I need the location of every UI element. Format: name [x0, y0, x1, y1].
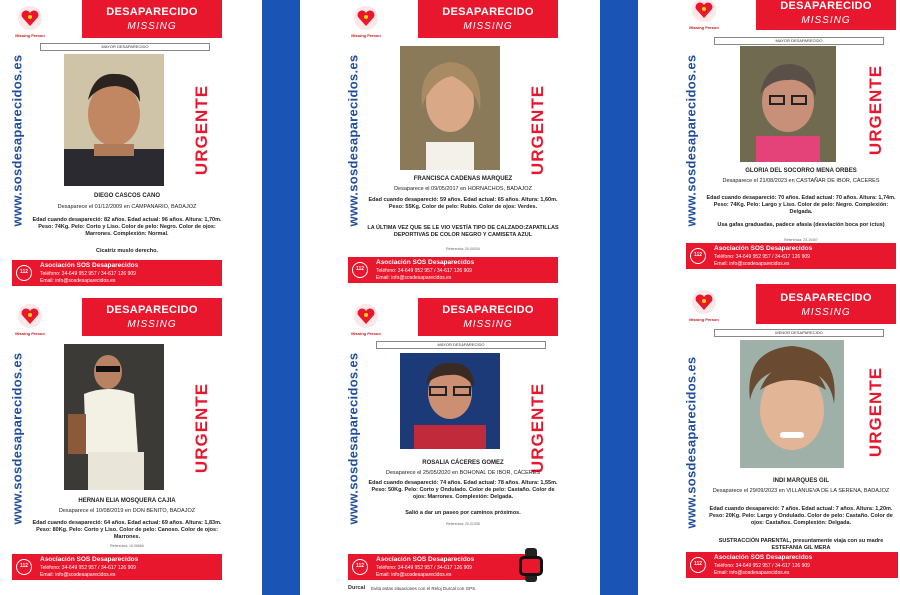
disappearance-info: Desaparece el 10/08/2019 en DON BENITO, BADAJOZ	[58, 508, 196, 514]
footer-phones: Teléfono: 34-649 952 957 / 34-617 126 909	[714, 254, 810, 260]
logo-caption: Missing Person	[351, 33, 381, 38]
poster-gloria	[678, 0, 900, 285]
person-details: Edad cuando desapareció: 59 años. Edad actual: 65 años. Altura: 1,60m. Peso: 55Kg. Color de pelo: Rubio. Color de ojos: Verdes.	[368, 197, 558, 210]
side-url[interactable]: www.sosdesaparecidos.es	[9, 54, 25, 226]
person-name: FRANCISCA CADENAS MARQUEZ	[413, 176, 513, 182]
disappearance-info: Desaparece el 09/05/2017 en HORNACHOS, BADAJOZ	[394, 186, 532, 192]
phone-112-icon: 112	[16, 265, 32, 281]
person-name: HERNAN ELIA MOSQUERA CAJIA	[78, 498, 176, 504]
side-url[interactable]: www.sosdesaparecidos.es	[9, 352, 25, 524]
logo-caption: Missing Person	[351, 331, 381, 336]
missing-banner	[756, 0, 896, 30]
missing-banner	[82, 298, 222, 336]
banner-title: DESAPARECIDO	[106, 304, 198, 316]
banner-title: DESAPARECIDO	[780, 0, 872, 12]
contact-footer	[686, 552, 898, 578]
person-note: Usa gafas graduadas, padece afasia (desviación boca por ictus)	[717, 222, 885, 228]
person-photo	[64, 54, 164, 186]
mayor-label: MAYOR DESAPARECIDO	[40, 43, 210, 51]
footer-phones: Teléfono: 34-649 952 957 / 34-617 126 909	[40, 565, 136, 571]
logo-caption: Missing Person	[15, 33, 45, 38]
mayor-label: MAYOR DESAPARECIDO	[376, 341, 546, 349]
banner-subtitle: MISSING	[463, 21, 513, 32]
footer-phones: Teléfono: 34-649 952 957 / 34-617 126 909	[376, 268, 472, 274]
urgent-label: URGENTE	[528, 382, 547, 474]
logo-caption: Missing Person	[689, 25, 719, 30]
person-photo	[740, 340, 844, 468]
person-details: Edad cuando desapareció: 82 años. Edad actual: 96 años. Altura: 1,70m. Peso: 74Kg. Pelo: Corto y Liso. Color de pelo: Negro. Color de ojos: Marrones. Complexión: Normal.	[32, 217, 222, 237]
poster-rosalia	[340, 298, 570, 593]
person-note: LA ÚLTIMA VEZ QUE SE LE VIO VESTÍA TIPO DE CALZADO:ZAPATILLAS DEPORTIVAS DE COLOR NEGRO Y CAMISETA AZUL	[367, 225, 559, 238]
footer-org: Asociación SOS Desaparecidos	[40, 262, 139, 269]
person-note: SUSTRACCIÓN PARENTAL, presuntamente viaja con su madre ESTEFANIA GIL MERA	[718, 538, 884, 551]
heart-logo-icon	[690, 0, 718, 24]
logo-caption: Missing Person	[15, 331, 45, 336]
banner-subtitle: MISSING	[801, 307, 851, 318]
durcal-brand: Durcal	[348, 585, 366, 591]
heart-logo-icon	[352, 4, 380, 32]
disappearance-info: Desaparece el 21/08/2023 en CASTAÑAR DE IBOR, CÁCERES	[722, 178, 880, 184]
missing-banner	[756, 284, 896, 324]
missing-banner	[418, 0, 558, 38]
logo	[684, 288, 724, 324]
footer-org: Asociación SOS Desaparecidos	[40, 556, 139, 563]
urgent-label: URGENTE	[192, 84, 211, 176]
person-name: GLORIA DEL SOCORRO MENA ORBES	[745, 168, 857, 174]
person-name: INDI MARQUES GIL	[772, 478, 829, 484]
reference-number: Referencia: 20-02336	[446, 522, 480, 526]
phone-112-icon: 112	[690, 557, 706, 573]
separator-bar-right	[600, 0, 638, 595]
person-details: Edad cuando desapareció: 74 años. Edad actual: 78 años. Altura: 1,55m. Peso: 50Kg. Pelo: Corto y Ondulado. Color de pelo: Castaño. Color de ojos: Marrones. Complexión: Delgada.	[368, 480, 558, 500]
contact-footer	[12, 260, 222, 286]
logo	[684, 0, 724, 32]
person-photo	[400, 46, 500, 170]
separator-bar-left	[262, 0, 300, 595]
footer-email[interactable]: Email: info@sosdesaparecidos.es	[40, 572, 116, 578]
reference-number: Referencia: 20-00034	[446, 247, 480, 251]
person-name: ROSALIA CÁCERES GOMEZ	[422, 460, 504, 466]
urgent-label: URGENTE	[192, 382, 211, 474]
phone-112-icon: 112	[16, 559, 32, 575]
logo	[10, 302, 50, 338]
person-details: Edad cuando desapareció: 70 años. Edad actual: 70 años. Altura: 1,74m. Peso: 74Kg. Pelo: Largo y Liso. Color de pelo: Negro. Complexión: Delgada.	[706, 195, 896, 215]
phone-112-icon: 112	[352, 262, 368, 278]
mayor-label: MAYOR DESAPARECIDO	[714, 37, 884, 45]
contact-footer	[348, 257, 558, 283]
person-note: Salió a dar un paseo por caminos próximos.	[405, 510, 521, 516]
poster-francisca	[340, 0, 570, 295]
footer-phones: Teléfono: 34-649 952 957 / 34-617 126 909	[40, 271, 136, 277]
banner-subtitle: MISSING	[127, 319, 177, 330]
logo	[346, 302, 386, 338]
disappearance-info: Desaparece el 01/12/2009 en CAMPANARIO, BADAJOZ	[57, 204, 197, 210]
footer-org: Asociación SOS Desaparecidos	[376, 556, 475, 563]
person-photo	[740, 46, 836, 162]
urgent-label: URGENTE	[866, 64, 885, 156]
footer-email[interactable]: Email: info@sosdesaparecidos.es	[40, 278, 116, 284]
urgent-label: URGENTE	[866, 366, 885, 458]
footer-org: Asociación SOS Desaparecidos	[714, 245, 813, 252]
person-photo	[64, 344, 164, 490]
footer-email[interactable]: Email: info@sosdesaparecidos.es	[714, 261, 790, 267]
banner-title: DESAPARECIDO	[442, 6, 534, 18]
contact-footer	[686, 243, 896, 269]
poster-hernan	[4, 298, 234, 593]
person-details: Edad cuando desapareció: 64 años. Edad actual: 69 años. Altura: 1,83m. Peso: 80Kg. Pelo: Corto y Liso. Color de pelo: Canoso. Color de ojos: Marrones.	[32, 520, 222, 540]
heart-logo-icon	[690, 288, 718, 316]
urgent-label: URGENTE	[528, 84, 547, 176]
heart-logo-icon	[16, 302, 44, 330]
banner-subtitle: MISSING	[801, 15, 851, 26]
phone-112-icon: 112	[352, 559, 368, 575]
footer-phones: Teléfono: 34-649 952 957 / 34-617 126 909	[714, 563, 810, 569]
side-url[interactable]: www.sosdesaparecidos.es	[683, 54, 699, 226]
durcal-text: Evita estas situaciones con el Reloj Durcal con GPS.	[371, 585, 477, 591]
side-url[interactable]: www.sosdesaparecidos.es	[345, 352, 361, 524]
person-details: Edad cuando desapareció: 7 años. Edad actual: 7 años. Altura: 1,20m. Peso: 20Kg. Pelo: Largo y Ondulado. Color de pelo: Castaño. Color de ojos: Castaños. Complexión: Delgada.	[709, 506, 893, 526]
footer-email[interactable]: Email: info@sosdesaparecidos.es	[376, 275, 452, 281]
durcal-ad	[348, 582, 558, 593]
banner-title: DESAPARECIDO	[442, 304, 534, 316]
footer-phones: Teléfono: 34-649 952 957 / 34-617 126 909	[376, 565, 472, 571]
logo-caption: Missing Person	[689, 317, 719, 322]
poster-diego	[4, 0, 234, 295]
phone-112-icon: 112	[690, 248, 706, 264]
banner-subtitle: MISSING	[127, 21, 177, 32]
person-photo	[400, 353, 500, 449]
side-url[interactable]: www.sosdesaparecidos.es	[683, 356, 699, 528]
person-note: Cicatriz muslo derecho.	[95, 248, 159, 254]
heart-logo-icon	[352, 302, 380, 330]
contact-footer	[348, 554, 528, 580]
footer-org: Asociación SOS Desaparecidos	[376, 259, 475, 266]
banner-subtitle: MISSING	[463, 319, 513, 330]
side-url[interactable]: www.sosdesaparecidos.es	[345, 54, 361, 226]
missing-banner	[418, 298, 558, 336]
missing-banner	[82, 0, 222, 38]
heart-logo-icon	[16, 4, 44, 32]
banner-title: DESAPARECIDO	[780, 292, 872, 304]
footer-org: Asociación SOS Desaparecidos	[714, 554, 813, 561]
footer-email[interactable]: Email: info@sosdesaparecidos.es	[376, 572, 452, 578]
logo	[346, 4, 386, 40]
disappearance-info: Desaparece el 25/05/2020 en BOHONAL DE IBOR, CÁCERES	[385, 470, 541, 476]
person-name: DIEGO CASCOS CANO	[93, 193, 160, 199]
logo	[10, 4, 50, 40]
reference-number: Referencia: 23-10457	[784, 238, 818, 242]
gps-watch-image	[516, 548, 546, 582]
poster-indi	[678, 282, 900, 595]
disappearance-info: Desaparece el 29/09/2023 en VILLANUEVA DE LA SERENA, BADAJOZ	[712, 488, 890, 494]
minor-label: MENOR DESAPARECIDO	[714, 329, 884, 337]
banner-title: DESAPARECIDO	[106, 6, 198, 18]
footer-email[interactable]: Email: info@sosdesaparecidos.es	[714, 570, 790, 576]
reference-number: Referencia: 19-06666	[110, 544, 144, 548]
contact-footer	[12, 554, 222, 580]
